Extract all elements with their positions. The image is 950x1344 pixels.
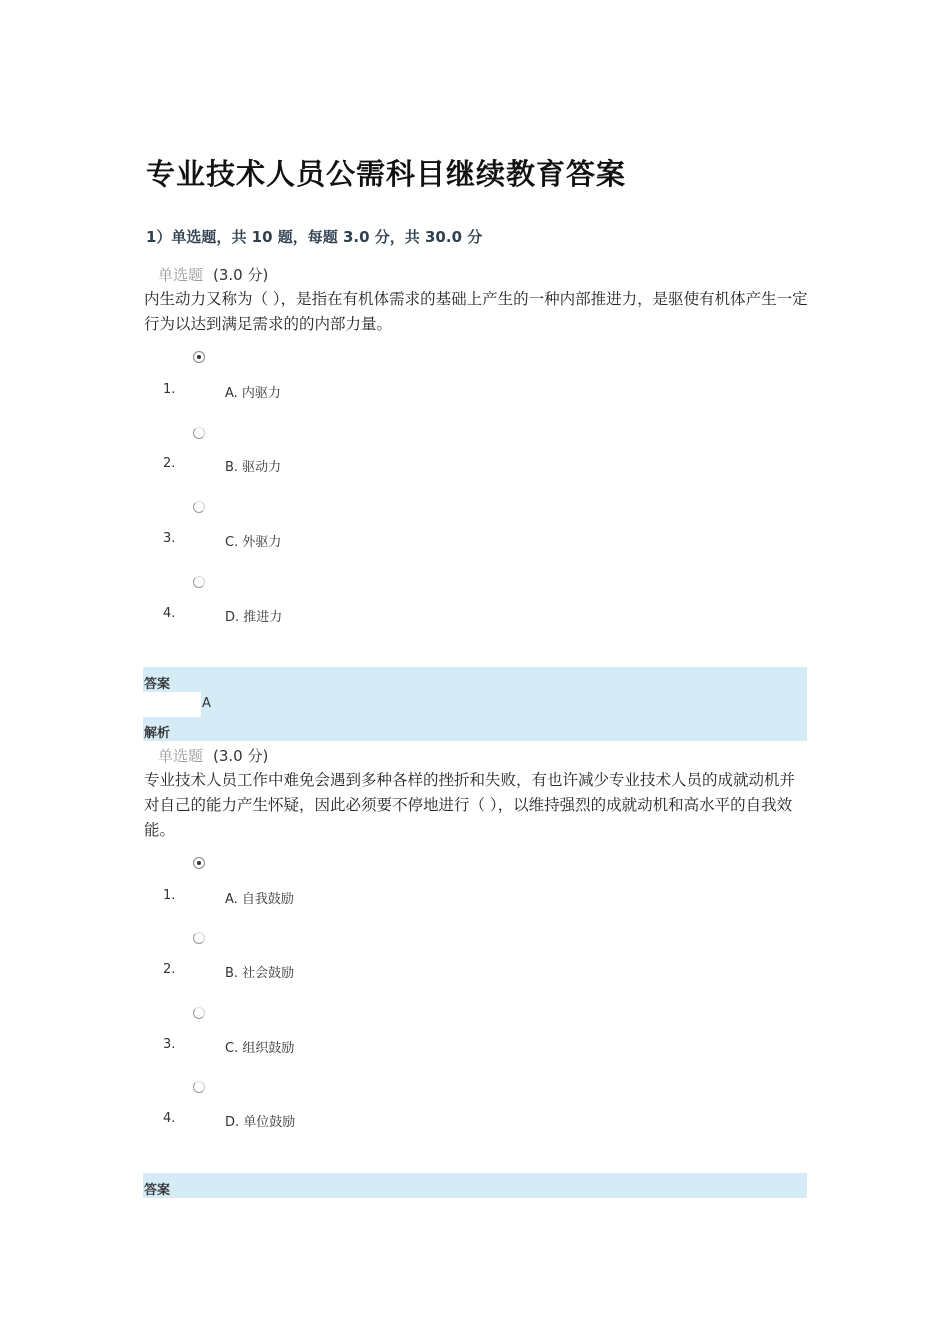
question-score: (3.0 分) (213, 266, 269, 284)
option-number: 1. (163, 382, 176, 397)
option-label-c: C. 组织鼓励 (225, 1041, 295, 1056)
question-meta (158, 264, 268, 285)
option-label-a: A. 内驱力 (225, 386, 281, 401)
radio-option-c[interactable] (193, 1007, 205, 1019)
radio-option-b[interactable] (193, 427, 205, 439)
option-label-b: B. 社会鼓励 (225, 966, 295, 981)
section-header: 1）单选题，共 10 题，每题 3.0 分，共 30.0 分 (146, 228, 483, 246)
option-number: 1. (163, 888, 176, 903)
option-label-b: B. 驱动力 (225, 460, 282, 475)
option-number: 4. (163, 606, 176, 621)
answer-value: A (202, 696, 211, 711)
question-meta (158, 745, 268, 766)
option-number: 4. (163, 1111, 176, 1126)
answer-label: 答案 (144, 1183, 171, 1198)
radio-option-a[interactable] (193, 351, 205, 363)
question-text: 内生动力又称为（ ），是指在有机体需求的基础上产生的一种内部推进力，是驱使有机体产生一定行为以达到满足需求的的内部力量。 (144, 290, 808, 333)
radio-option-d[interactable] (193, 576, 205, 588)
answer-panel (143, 667, 807, 741)
option-number: 2. (163, 456, 176, 471)
answer-value-background (143, 692, 201, 717)
answer-label: 答案 (144, 677, 171, 692)
option-number: 2. (163, 962, 176, 977)
option-number: 3. (163, 531, 176, 546)
radio-option-b[interactable] (193, 932, 205, 944)
option-label-d: D. 单位鼓励 (225, 1115, 296, 1130)
question-text: 专业技术人员工作中难免会遇到多种各样的挫折和失败，有也许减少专业技术人员的成就动机并对自己的能力产生怀疑，因此必须要不停地进行（ ），以维持强烈的成就动机和高水平的自我效能。 (144, 771, 796, 839)
option-number: 3. (163, 1037, 176, 1052)
option-label-a: A. 自我鼓励 (225, 892, 294, 907)
page-title: 专业技术人员公需科目继续教育答案 (146, 157, 627, 191)
analysis-label: 解析 (144, 726, 171, 741)
option-label-c: C. 外驱力 (225, 535, 282, 550)
radio-option-a[interactable] (193, 857, 205, 869)
question-type: 单选题 (158, 747, 204, 765)
question-score: (3.0 分) (213, 747, 269, 765)
question-type: 单选题 (158, 266, 204, 284)
radio-option-d[interactable] (193, 1081, 205, 1093)
answer-panel (143, 1173, 807, 1198)
radio-option-c[interactable] (193, 501, 205, 513)
option-label-d: D. 推进力 (225, 610, 283, 625)
